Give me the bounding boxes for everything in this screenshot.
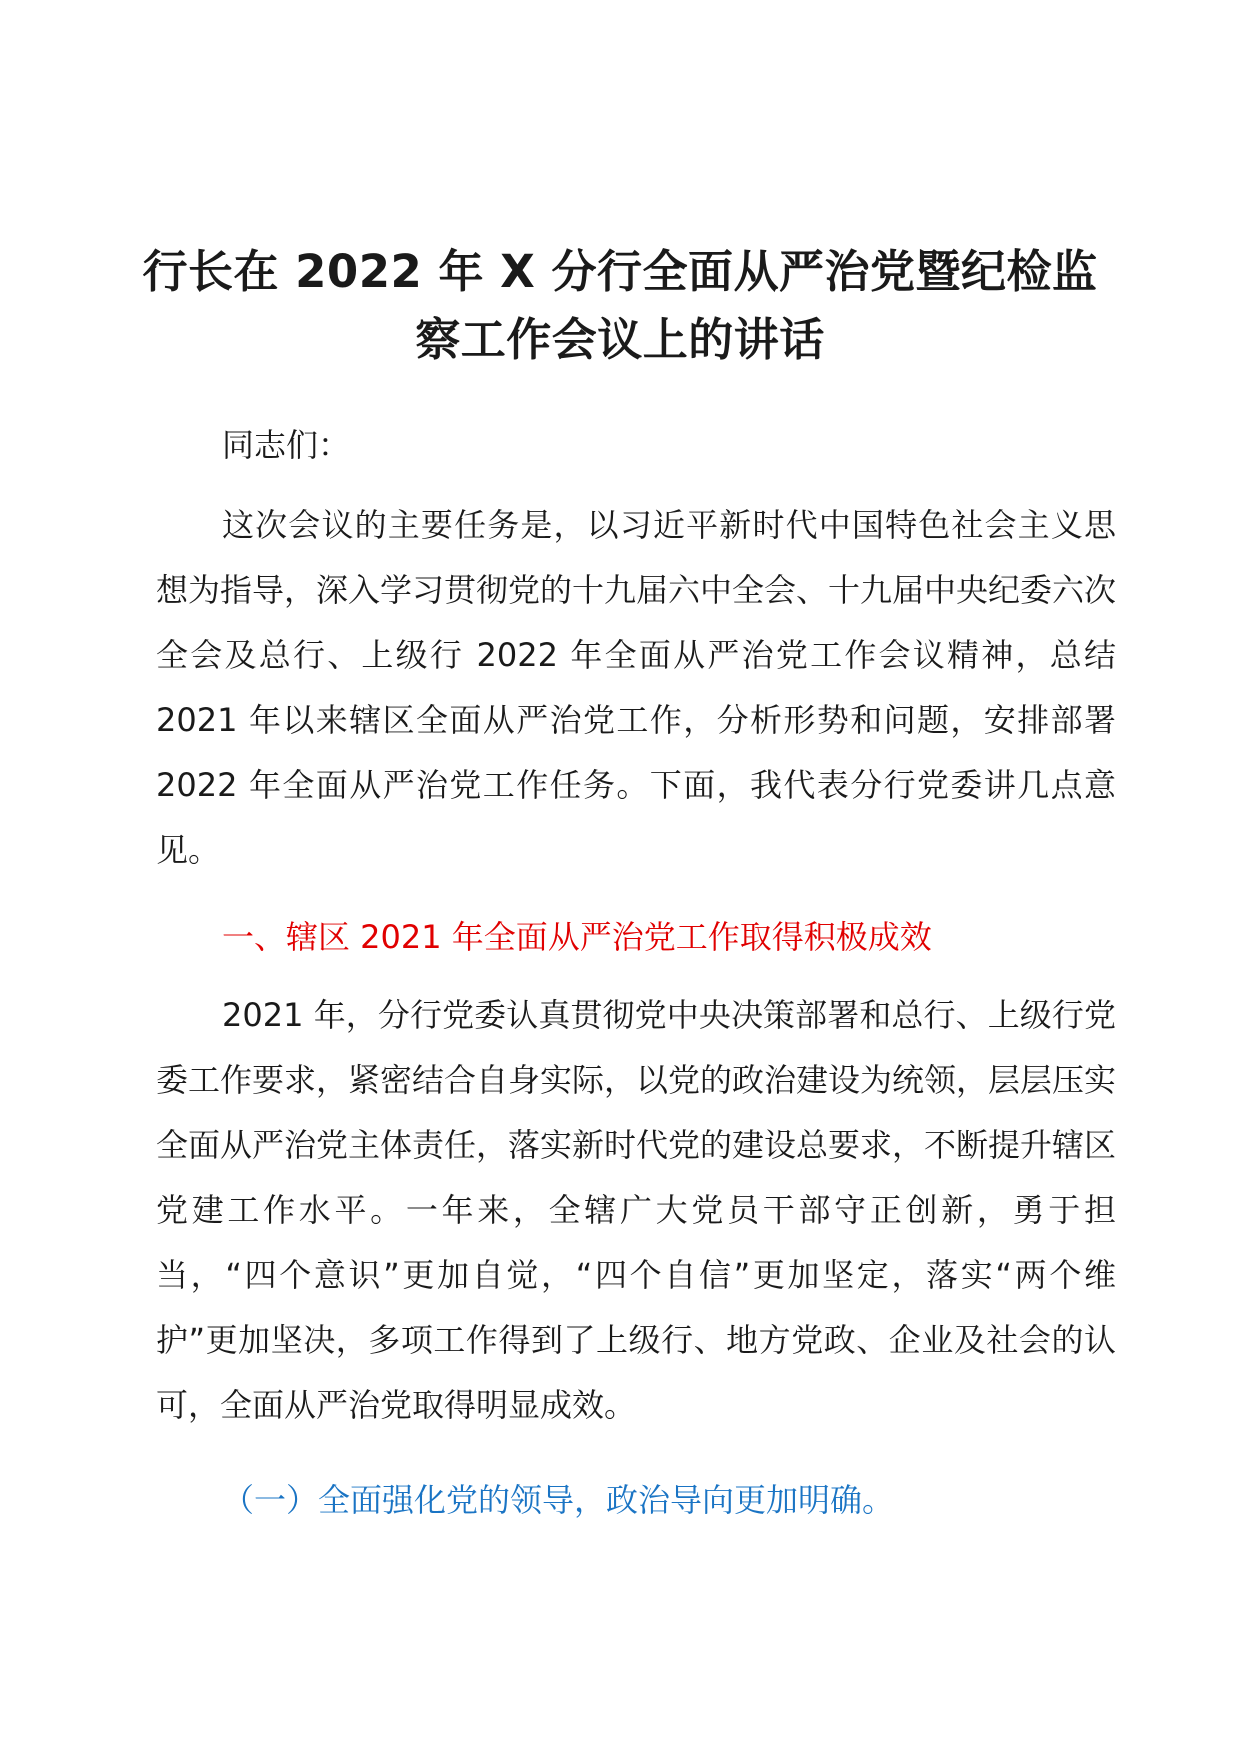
subsection-heading-1: （一）全面强化党的领导，政治导向更加明确。 [222, 1481, 895, 1519]
salutation: 同志们： [222, 426, 351, 464]
paragraph-2021-summary: 2021 年，分行党委认真贯彻党中央决策部署和总行、上级行党委工作要求，紧密结合自身实际，以党的政治建设为统领，层层压实全面从严治党主体责任，落实新时代党的建设总要求，不断提升辖区党建工作水平。一年来，全辖广大党员干部守正创新，勇于担当，“四个意识”更加自觉，“四个自信”更加坚定，落实“两个维护”更加坚决，多项工作得到了上级行、地方党政、企业及社会的认可，全面从严治党取得明显成效。 [156, 996, 1117, 1424]
document-title: 行长在 2022 年 X 分行全面从严治党暨纪检监察工作会议上的讲话 [142, 245, 1098, 366]
section-heading-1: 一、辖区 2021 年全面从严治党工作取得积极成效 [222, 918, 932, 956]
paragraph-intro: 这次会议的主要任务是，以习近平新时代中国特色社会主义思想为指导，深入学习贯彻党的十九届六中全会、十九届中央纪委六次全会及总行、上级行 2022 年全面从严治党工作会议精神，总结 2021 年以来辖区全面从严治党工作，分析形势和问题，安排部署 2022 年全面从严治党工作任务。下面，我代表分行党委讲几点意见。 [156, 506, 1117, 869]
